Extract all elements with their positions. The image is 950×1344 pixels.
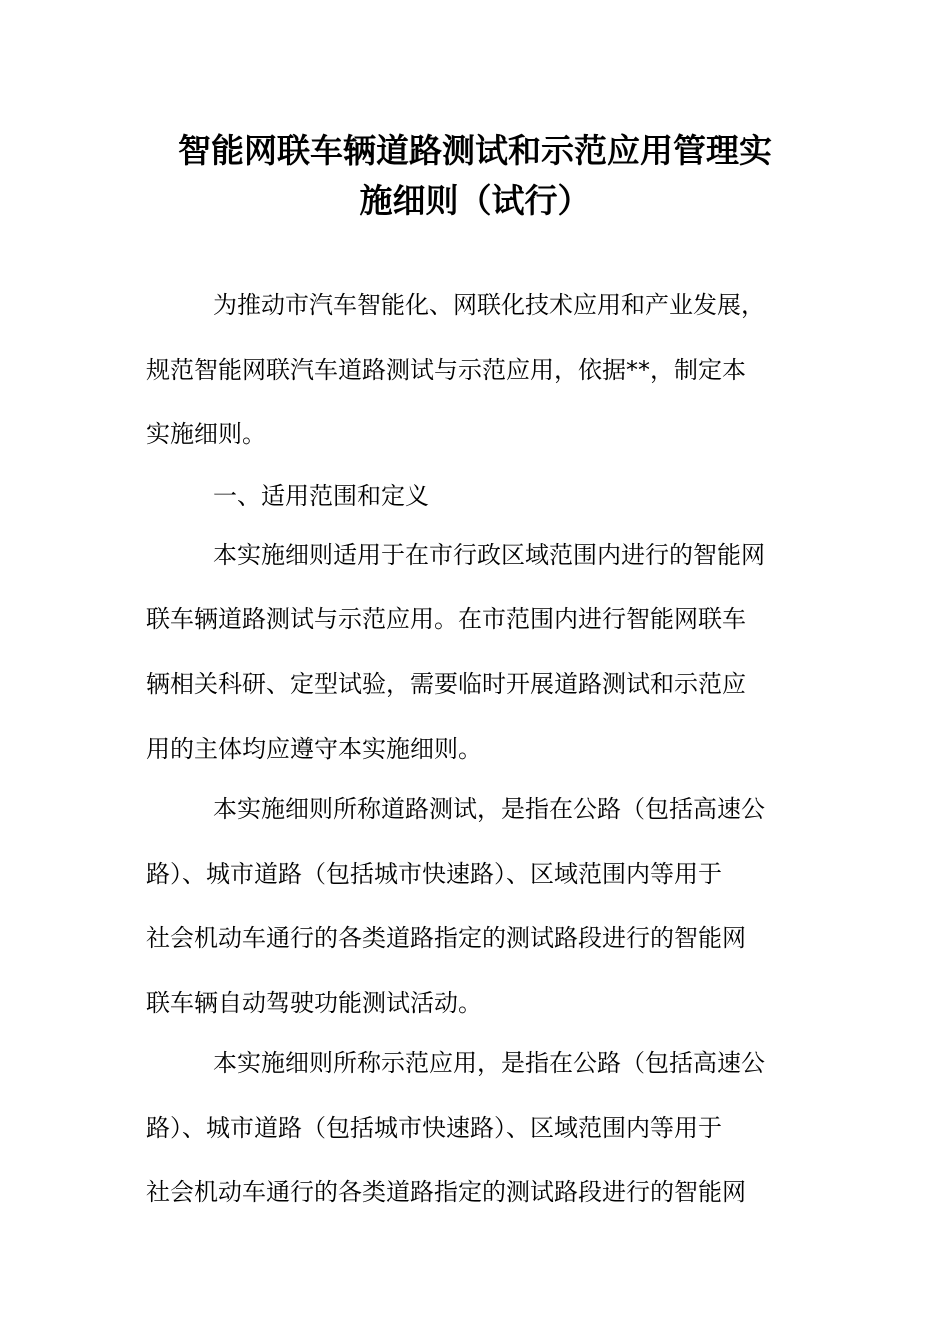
text-line: 实施细则。: [146, 420, 266, 448]
text-line: 联车辆道路测试与示范应用。在市范围内进行智能网联车: [146, 605, 746, 633]
text-line: 路）、城市道路（包括城市快速路）、区域范围内等用于: [146, 1114, 722, 1142]
text-line: 本实施细则所称示范应用，是指在公路（包括高速公: [213, 1049, 765, 1077]
text-line: 辆相关科研、定型试验，需要临时开展道路测试和示范应: [146, 670, 746, 698]
text-line: 社会机动车通行的各类道路指定的测试路段进行的智能网: [146, 1178, 746, 1206]
text-line: 本实施细则所称道路测试，是指在公路（包括高速公: [213, 795, 765, 823]
text-line: 规范智能网联汽车道路测试与示范应用，依据**，制定本: [146, 356, 746, 384]
text-line: 用的主体均应遵守本实施细则。: [146, 735, 482, 763]
document-title-line-1: 智能网联车辆道路测试和示范应用管理实: [178, 131, 772, 170]
text-line: 为推动市汽车智能化、网联化技术应用和产业发展，: [213, 291, 765, 319]
text-line: 社会机动车通行的各类道路指定的测试路段进行的智能网: [146, 924, 746, 952]
text-line: 联车辆自动驾驶功能测试活动。: [146, 989, 482, 1017]
text-line: 路）、城市道路（包括城市快速路）、区域范围内等用于: [146, 860, 722, 888]
section-heading-text: 一、适用范围和定义: [213, 482, 429, 510]
document-title-line-2: 施细则（试行）: [359, 181, 591, 220]
text-line: 本实施细则适用于在市行政区域范围内进行的智能网: [213, 541, 765, 569]
